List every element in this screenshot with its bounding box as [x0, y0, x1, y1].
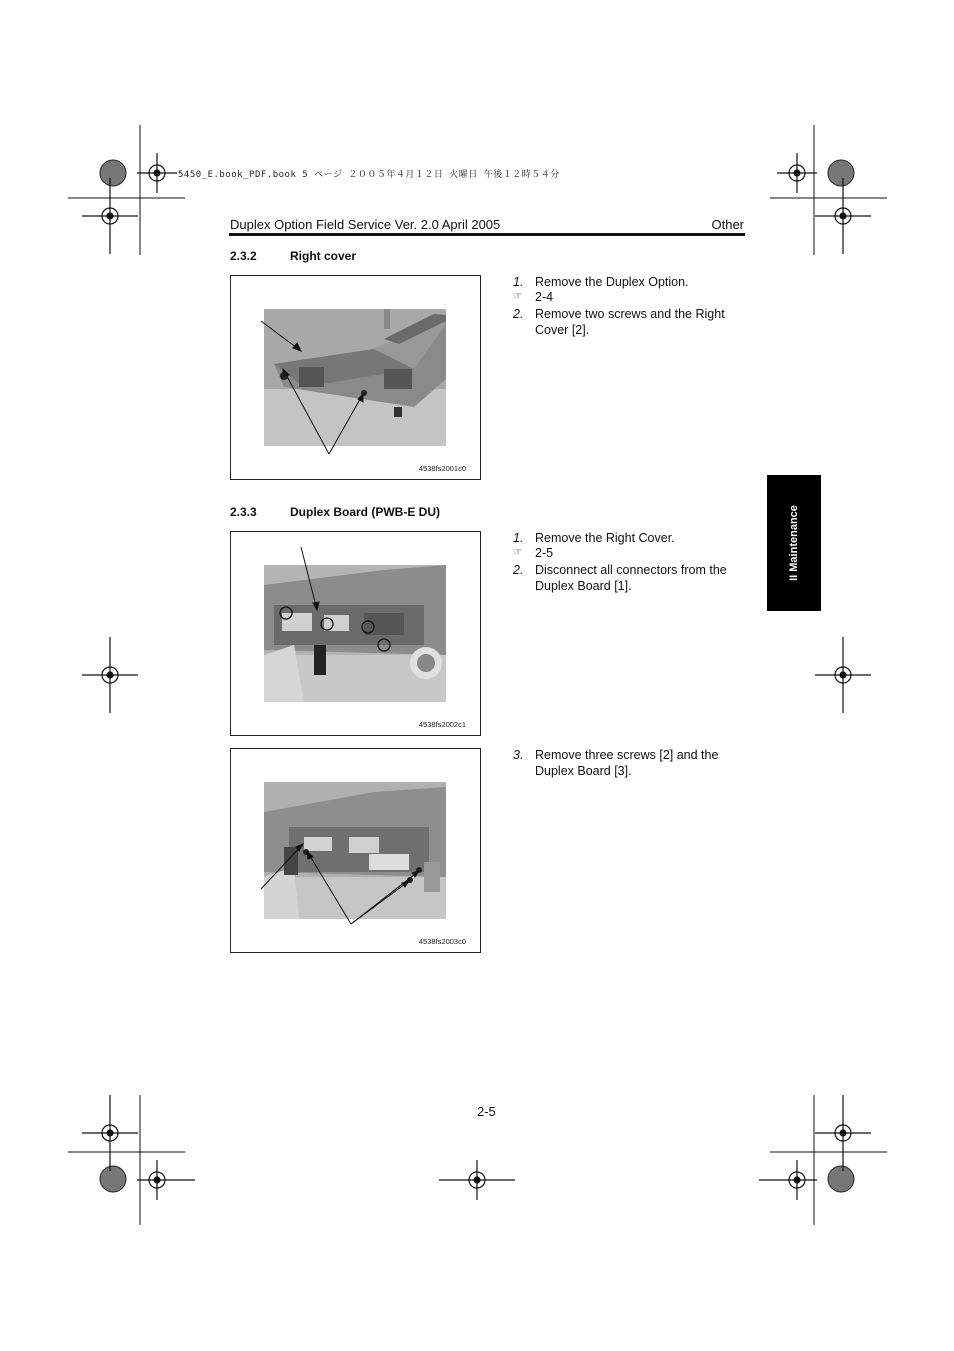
callout-lines: [231, 532, 482, 737]
step-number: 1.: [513, 275, 524, 289]
step-item: [513, 562, 753, 594]
section-title: Duplex Board (PWB-E DU): [290, 505, 440, 519]
step-text: Remove the Duplex Option.: [535, 275, 689, 289]
reference-item: [513, 290, 753, 306]
step-list: [513, 530, 753, 600]
step-number: 3.: [513, 748, 524, 762]
running-header-title: Duplex Option Field Service Ver. 2.0 April 2005: [230, 217, 501, 232]
step-number: 2.: [513, 563, 524, 577]
figure-duplex-board-removal: [230, 748, 481, 953]
running-header-section: Other: [711, 217, 744, 232]
step-item: [513, 747, 753, 779]
figure-code: 4538fs2001c0: [418, 464, 466, 473]
step-number: 2.: [513, 307, 524, 321]
reference-item: [513, 546, 753, 562]
print-slug: 5450_E.book_PDF.book 5 ページ ２００５年４月１２日 火曜日 午後１２時５４分: [178, 170, 560, 180]
step-text: Disconnect all connectors from the Duplex Board [1].: [535, 563, 727, 593]
step-item: [513, 274, 753, 290]
header-rule: [229, 233, 745, 236]
side-tab-label: II Maintenance: [788, 505, 800, 581]
step-number: 1.: [513, 531, 524, 545]
reference-page-link[interactable]: 2-4: [535, 290, 554, 304]
pointing-hand-icon: ☞: [513, 291, 522, 302]
callout-lines: [231, 749, 482, 954]
figure-code: 4538fs2003c0: [418, 937, 466, 946]
section-number: 2.3.2: [230, 249, 257, 263]
reference-page-link[interactable]: 2-5: [535, 546, 554, 560]
pointing-hand-icon: ☞: [513, 547, 522, 558]
step-list: [513, 274, 753, 344]
figure-duplex-board-connectors: [230, 531, 481, 736]
chapter-side-tab[interactable]: [767, 475, 821, 611]
section-number: 2.3.3: [230, 505, 257, 519]
step-text: Remove the Right Cover.: [535, 531, 675, 545]
callout-lines: [231, 276, 482, 481]
step-text: Remove three screws [2] and the Duplex Board [3].: [535, 748, 719, 778]
figure-code: 4538fs2002c1: [418, 720, 466, 729]
section-title: Right cover: [290, 249, 357, 263]
page-number: 2-5: [477, 1104, 496, 1119]
figure-right-cover: [230, 275, 481, 480]
step-item: [513, 306, 753, 338]
step-text: Remove two screws and the Right Cover [2].: [535, 307, 725, 337]
step-item: [513, 530, 753, 546]
step-list: [513, 747, 753, 787]
